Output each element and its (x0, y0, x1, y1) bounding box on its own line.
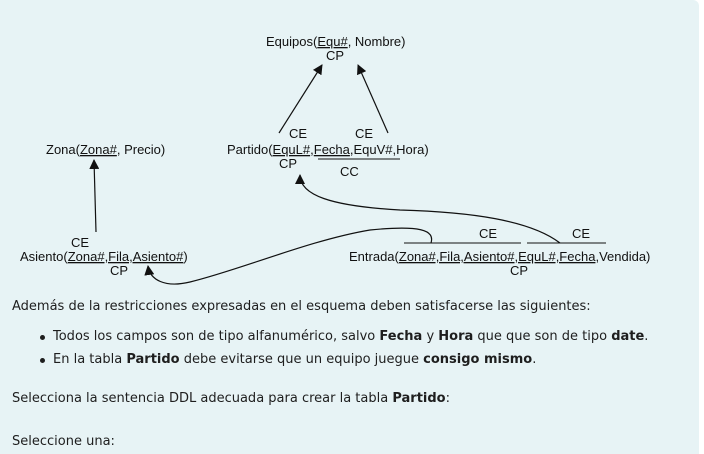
arrow-partido-equl-to-equipos (279, 65, 322, 133)
partido-cp-label: CP (279, 156, 298, 171)
equipos-table: Equipos(Equ#, Nombre) (266, 34, 406, 49)
partido-ce1-label: CE (289, 126, 308, 141)
asiento-cp-label: CP (110, 263, 129, 278)
restrictions-list (40, 329, 648, 375)
select-one-label: Seleccione una: (12, 434, 115, 449)
arrow-asiento-to-zona (94, 160, 96, 232)
partido-cc-label: CC (340, 164, 359, 179)
entrada-ce2-label: CE (572, 226, 591, 241)
entrada-ce1-label: CE (479, 226, 498, 241)
partido-ce2-label: CE (355, 126, 374, 141)
entrada-cp-label: CP (510, 263, 529, 278)
zona-table: Zona(Zona#, Precio) (46, 142, 166, 157)
list-item: En la tabla Partido debe evitarse que un equipo juegue consigo mismo. (40, 352, 648, 375)
list-item: Todos los campos son de tipo alfanumérico, salvo Fecha y Hora que que son de tipo date. (40, 329, 648, 352)
partido-table: Partido(EquL#,Fecha,EquV#,Hora) (227, 142, 429, 157)
arrow-entrada-to-partido (300, 175, 560, 243)
question-prompt: Selecciona la sentencia DDL adecuada para crear la tabla Partido: (12, 391, 451, 406)
equipos-cp-label: CP (326, 48, 345, 63)
entrada-table: Entrada(Zona#,Fila,Asiento#,EquL#,Fecha,Vendida) (349, 249, 651, 264)
restrictions-intro: Además de la restricciones expresadas en el esquema deben satisfacerse las siguientes: (12, 299, 591, 314)
asiento-table: Asiento(Zona#,Fila,Asiento#) (20, 249, 188, 264)
arrow-partido-equv-to-equipos (358, 65, 388, 133)
asiento-ce-label: CE (71, 235, 90, 250)
